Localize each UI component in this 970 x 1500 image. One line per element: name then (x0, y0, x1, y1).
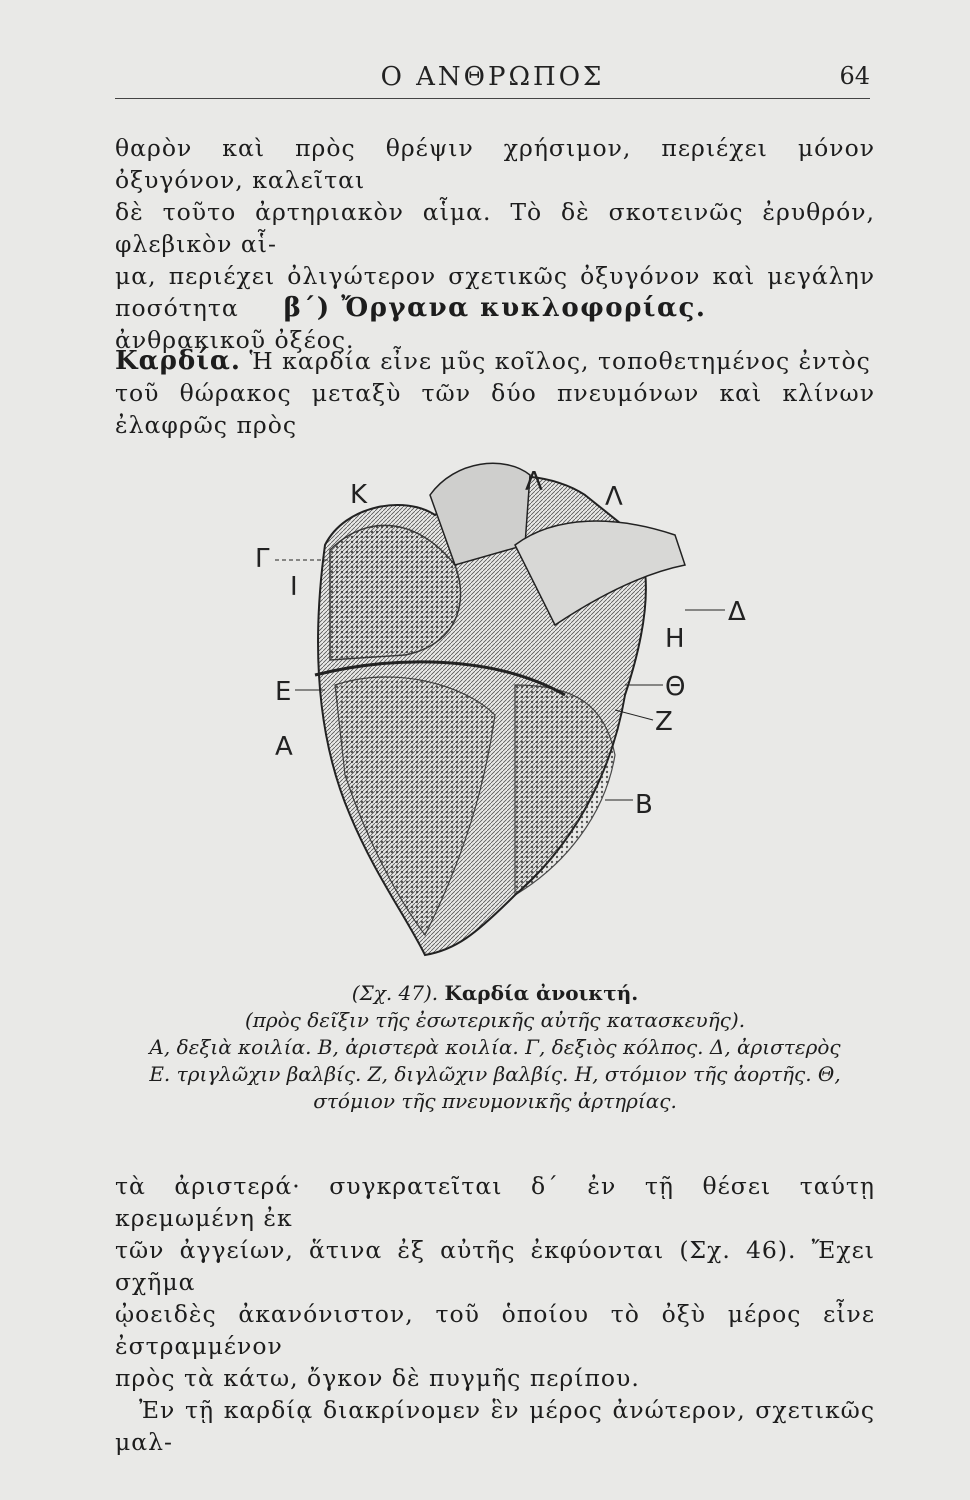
running-title: Ο ΑΝΘΡΩΠΟΣ (380, 62, 605, 92)
caption-line: (πρὸς δεῖξιν τῆς ἐσωτερικῆς αὐτῆς κατασκευῆς). (244, 1008, 746, 1032)
outro-paragraph (115, 1170, 875, 1458)
heart-paragraph (115, 345, 875, 441)
label-beta: Β (635, 790, 653, 820)
caption-line (115, 980, 875, 1007)
text-line: πρὸς τὰ κάτω, ὄγκον δὲ πυγμῆς περίπου. (115, 1364, 640, 1392)
text-line: τὰ ἀριστερά· συγκρατεῖται δ΄ ἐν τῇ θέσει ταύτῃ κρεμωμένη ἐκ (115, 1172, 875, 1232)
section-title: β΄) Ὄργανα κυκλοφορίας. (283, 293, 707, 323)
label-gamma: Γ (255, 544, 270, 574)
label-iota: Ι (290, 572, 298, 602)
label-k: K (350, 480, 368, 510)
text-line (115, 345, 875, 377)
label-zeta: Ζ (655, 707, 673, 737)
caption-line: στόμιον τῆς πνευμονικῆς ἀρτηρίας. (313, 1089, 677, 1113)
text-line: ᾠοειδὲς ἀκανόνιστον, τοῦ ὁποίου τὸ ὀξὺ μέρος εἶνε ἐστραμμένον (115, 1300, 875, 1360)
label-epsilon: Ε (275, 677, 292, 707)
caption-line: Ε. τριγλῶχιν βαλβίς. Ζ, διγλῶχιν βαλβίς. Η, στόμιον τῆς ἀορτῆς. Θ, (149, 1062, 841, 1086)
label-lambda-1: Λ (525, 467, 543, 497)
label-theta: Θ (665, 672, 686, 702)
page-number: 64 (839, 62, 870, 90)
figure-title: Καρδία ἀνοικτή. (444, 981, 639, 1005)
text-line: ἀνθρακικοῦ ὀξέος. (115, 326, 355, 354)
left-ventricle (515, 685, 615, 895)
figure-number: (Σχ. 47). (351, 981, 439, 1005)
text-line: τοῦ θώρακος μεταξὺ τῶν δύο πνευμόνων καὶ κλίνων ἐλαφρῶς πρὸς (115, 379, 875, 439)
heart-illustration (255, 455, 755, 975)
label-lambda-2: Λ (605, 482, 623, 512)
caption-line: Α, δεξιὰ κοιλία. Β, ἀριστερὰ κοιλία. Γ, δεξιὸς κόλπος. Δ, ἀριστερὸς (149, 1035, 841, 1059)
heart-figure (255, 455, 755, 975)
text-line: μα, περιέχει ὀλιγώτερον σχετικῶς ὀξυγόνον καὶ μεγάλην ποσότητα (115, 262, 875, 322)
label-eta: Η (665, 624, 685, 654)
text-line: Ἐν τῇ καρδίᾳ διακρίνομεν ἓν μέρος ἀνώτερον, σχετικῶς μαλ- (115, 1396, 875, 1456)
text-line: δὲ τοῦτο ἀρτηριακὸν αἷμα. Τὸ δὲ σκοτεινῶς ἐρυθρόν, φλεβικὸν αἷ- (115, 198, 875, 258)
text-span: Ἡ καρδία εἶνε μῦς κοῖλος, τοποθετημένος ἐντὸς (249, 347, 871, 375)
figure-caption (115, 980, 875, 1115)
text-line: θαρὸν καὶ πρὸς θρέψιν χρήσιμον, περιέχει μόνον ὀξυγόνον, καλεῖται (115, 134, 875, 194)
label-alpha: Α (275, 732, 293, 762)
label-delta: Δ (728, 597, 746, 627)
page-header (115, 62, 870, 102)
paragraph-heading: Καρδία. (115, 346, 241, 376)
header-rule (115, 98, 870, 99)
text-line: τῶν ἀγγείων, ἅτινα ἐξ αὐτῆς ἐκφύονται (Σχ. 46). Ἔχει σχῆμα (115, 1236, 875, 1296)
